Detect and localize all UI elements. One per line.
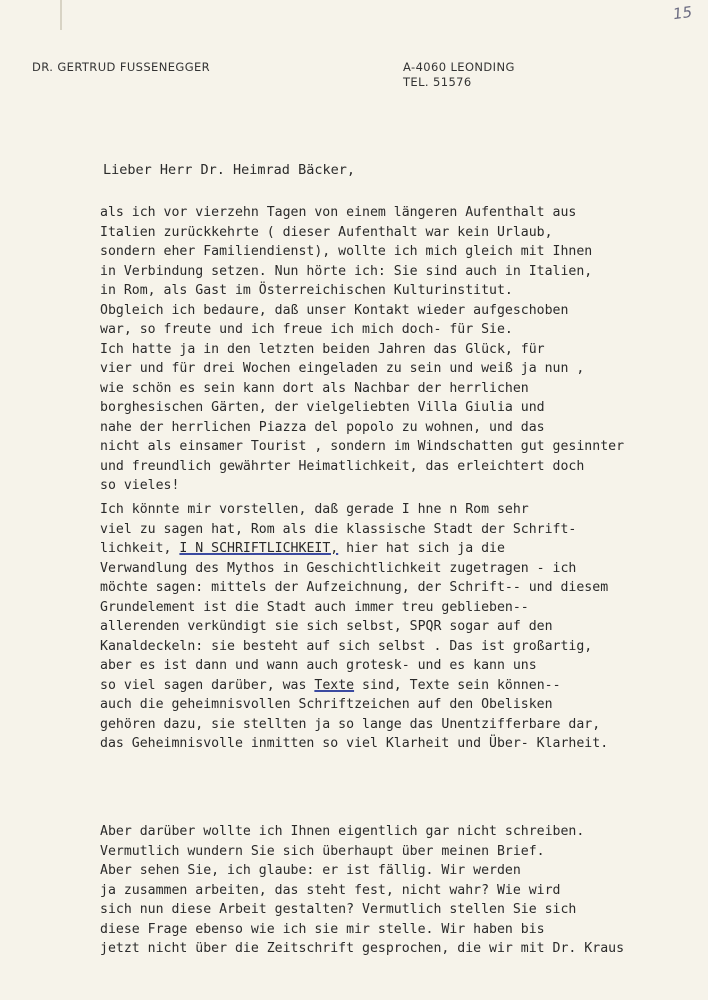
- letter-line-text: hier hat sich ja die: [338, 541, 505, 556]
- letter-line: vier und für drei Wochen eingeladen zu sein und weiß ja nun ,: [100, 361, 585, 376]
- salutation: Lieber Herr Dr. Heimrad Bäcker,: [103, 162, 355, 178]
- paragraph-2: [100, 500, 690, 754]
- letter-line-text: so viel sagen darüber, was: [100, 677, 315, 693]
- letter-line: so vieles!: [100, 478, 180, 493]
- letter-line: allerenden verkündigt sie sich selbst, SPQR sogar auf den: [100, 619, 553, 634]
- margin-mark: [60, 0, 62, 30]
- letter-line-text: lichkeit,: [100, 541, 180, 556]
- letter-line: gehören dazu, sie stellten ja so lange das Unentzifferbare dar,: [100, 716, 601, 732]
- letter-line: Aber sehen Sie, ich glaube: er ist fällig. Wir werden: [100, 863, 521, 878]
- letterhead-address: [403, 60, 515, 90]
- letter-line: sich nun diese Arbeit gestalten? Vermutlich stellen Sie sich: [100, 902, 577, 917]
- letter-line: nicht als einsamer Tourist , sondern im Windschatten gut gesinnter: [100, 439, 625, 454]
- letter-line: ja zusammen arbeiten, das steht fest, nicht wahr? Wie wird: [100, 882, 561, 898]
- letter-line: jetzt nicht über die Zeitschrift gesprochen, die wir mit Dr. Kraus: [100, 941, 625, 956]
- letter-line: nahe der herrlichen Piazza del popolo zu wohnen, und das: [100, 419, 545, 435]
- page-number: 15: [671, 2, 694, 24]
- underlined-word: Texte: [314, 677, 355, 693]
- letter-line: viel zu sagen hat, Rom als die klassische Stadt der Schrift-: [100, 521, 577, 537]
- letter-line: in Verbindung setzen. Nun hörte ich: Sie sind auch in Italien,: [100, 263, 593, 279]
- paragraph-1: [100, 203, 690, 496]
- letterhead-phone: TEL. 51576: [403, 75, 472, 89]
- letter-line: Vermutlich wundern Sie sich überhaupt über meinen Brief.: [100, 843, 545, 859]
- letter-line: Ich hatte ja in den letzten beiden Jahren das Glück, für: [100, 341, 545, 357]
- letter-line: sondern eher Familiendienst), wollte ich mich gleich mit Ihnen: [100, 244, 593, 259]
- letter-line: Kanaldeckeln: sie besteht auf sich selbst . Das ist großartig,: [100, 638, 593, 654]
- letter-line: war, so freute und ich freue ich mich doch- für Sie.: [100, 322, 513, 337]
- letter-line: wie schön es sein kann dort als Nachbar der herrlichen: [100, 380, 529, 396]
- letter-line: diese Frage ebenso wie ich sie mir stelle. Wir haben bis: [100, 921, 545, 937]
- letter-line-text: sind, Texte sein können--: [354, 677, 561, 693]
- letter-line: [100, 539, 690, 559]
- letter-line: Ich könnte mir vorstellen, daß gerade I hne n Rom sehr: [100, 502, 529, 517]
- letter-line: auch die geheimnisvollen Schriftzeichen auf den Obelisken: [100, 697, 553, 712]
- letter-line: borghesischen Gärten, der vielgeliebten Villa Giulia und: [100, 400, 545, 415]
- letter-line: Aber darüber wollte ich Ihnen eigentlich gar nicht schreiben.: [100, 824, 585, 839]
- letter-line: Verwandlung des Mythos in Geschichtlichkeit zugetragen - ich: [100, 560, 577, 576]
- letter-line: in Rom, als Gast im Österreichischen Kulturinstitut.: [100, 283, 513, 298]
- letter-line: aber es ist dann und wann auch grotesk- und es kann uns: [100, 658, 537, 673]
- letter-line: als ich vor vierzehn Tagen von einem längeren Aufenthalt aus: [100, 205, 577, 220]
- letter-line: und freundlich gewährter Heimatlichkeit, das erleichtert doch: [100, 458, 585, 474]
- paragraph-3: [100, 822, 690, 959]
- letter-line: das Geheimnisvolle inmitten so viel Klarheit und Über- Klarheit.: [100, 736, 609, 751]
- letterhead-city: A-4060 LEONDING: [403, 60, 515, 74]
- letter-line: Grundelement ist die Stadt auch immer treu geblieben--: [100, 599, 529, 615]
- letter-line: [100, 676, 690, 696]
- underlined-emphasis: I N SCHRIFTLICHKEIT,: [179, 541, 339, 556]
- letter-line: Italien zurückkehrte ( dieser Aufenthalt war kein Urlaub,: [100, 224, 553, 240]
- letterhead-name: DR. GERTRUD FUSSENEGGER: [32, 60, 211, 74]
- letter-line: Obgleich ich bedaure, daß unser Kontakt wieder aufgeschoben: [100, 302, 569, 318]
- letter-line: möchte sagen: mittels der Aufzeichnung, der Schrift-- und diesem: [100, 580, 609, 595]
